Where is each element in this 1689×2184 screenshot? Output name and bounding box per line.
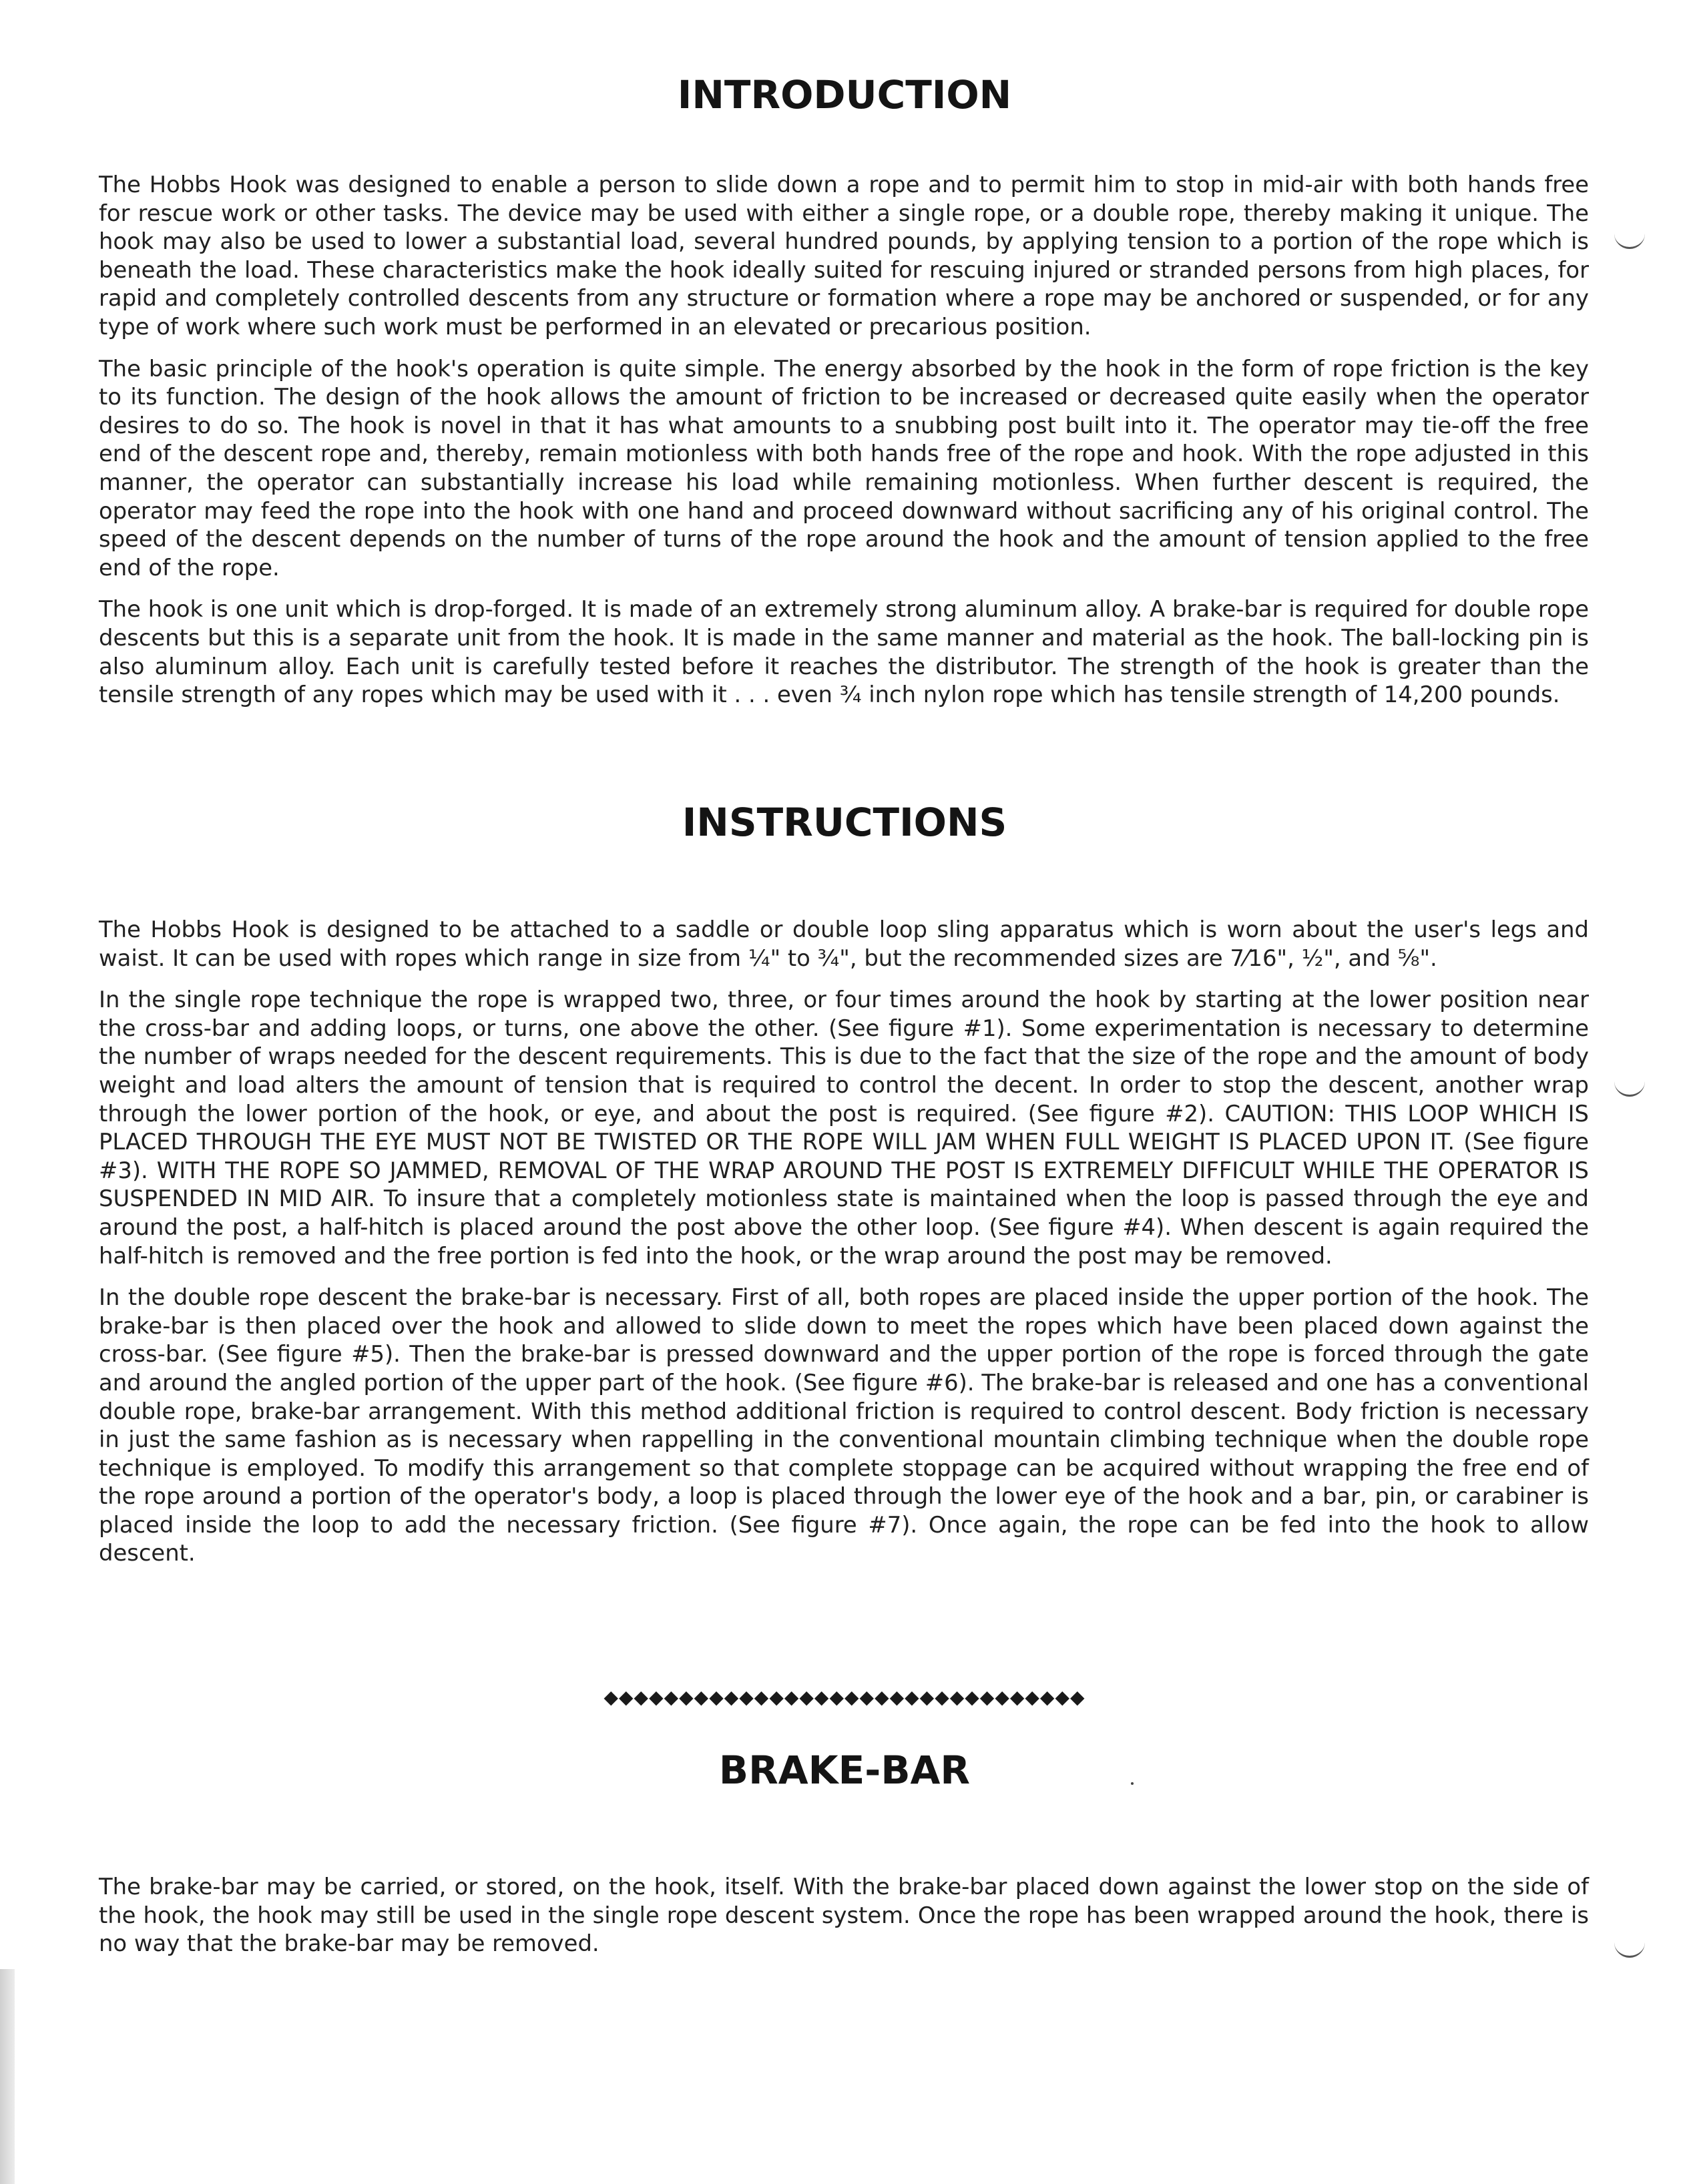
binder-hole-mark xyxy=(1614,1080,1645,1097)
introduction-paragraph-3: The hook is one unit which is drop-forged. It is made of an extremely strong aluminum alloy. A brake-bar is required for double rope descents but this is a separate unit from the hook. It is made in the same manner and material as the hook. The ball-locking pin is also aluminum alloy. Each unit is carefully tested before it reaches the distributor. The strength of the hook is greater than the tensile strength of any ropes which may be used with it . . . even ¾ inch nylon rope which has tensile strength of 14,200 pounds. xyxy=(99,596,1589,708)
binder-hole-mark xyxy=(1614,1941,1645,1958)
instructions-paragraph-2: In the single rope technique the rope is wrapped two, three, or four times around the hook by starting at the lower position near the cross-bar and adding loops, or turns, one above the other. (See figure #1). Some experimentation is necessary to determine the number of wraps needed for the descent requirements. This is due to the fact that the size of the rope and the amount of body weight and load alters the amount of tension that is required to control the decent. In order to stop the descent, another wrap through the lower portion of the hook, or eye, and about the post is required. (See figure #2). CAUTION: THIS LOOP WHICH IS PLACED THROUGH THE EYE MUST NOT BE TWISTED OR THE ROPE WILL JAM WHEN FULL WEIGHT IS PLACED UPON IT. (See figure #3). WITH THE ROPE SO JAMMED, REMOVAL OF THE WRAP AROUND THE POST IS EXTREMELY DIFFICULT WHILE THE OPERATOR IS SUSPENDED IN MID AIR. To insure that a completely motionless state is maintained when the loop is passed through the eye and around the post, a half-hitch is placed around the post above the other loop. (See figure #4). When descent is again required the half-hitch is removed and the free portion is fed into the hook, or the wrap around the post may be removed. xyxy=(99,987,1589,1269)
instructions-paragraph-1: The Hobbs Hook is designed to be attached to a saddle or double loop sling apparatus which is worn about the user's legs and waist. It can be used with ropes which range in size from ¼" to ¾", but the recommended sizes are 7⁄16", ½", and ⅝". xyxy=(99,916,1589,971)
introduction-heading: INTRODUCTION xyxy=(677,72,1012,117)
binder-hole-mark xyxy=(1614,232,1645,249)
scan-edge-shadow xyxy=(0,1969,15,2184)
scan-speck xyxy=(1131,1782,1134,1785)
brake-bar-body xyxy=(99,1873,1589,1972)
diamond-divider: ◆◆◆◆◆◆◆◆◆◆◆◆◆◆◆◆◆◆◆◆◆◆◆◆◆◆◆◆◆◆◆◆ xyxy=(604,1686,1085,1708)
introduction-paragraph-2: The basic principle of the hook's operation is quite simple. The energy absorbed by the hook in the form of rope friction is the key to its function. The design of the hook allows the amount of friction to be increased or decreased quite easily when the operator desires to do so. The hook is novel in that it has what amounts to a snubbing post built into it. The operator may tie-off the free end of the descent rope and, thereby, remain motionless with both hands free of the rope and hook. With the rope adjusted in this manner, the operator can substantially increase his load while remaining motionless. When further descent is required, the operator may feed the rope into the hook with one hand and proceed downward without sacrificing any of his original control. The speed of the descent depends on the number of turns of the rope around the hook and the amount of tension applied to the free end of the rope. xyxy=(99,355,1589,581)
brake-bar-paragraph-1: The brake-bar may be carried, or stored, on the hook, itself. With the brake-bar placed down against the lower stop on the side of the hook, the hook may still be used in the single rope descent system. Once the rope has been wrapped around the hook, there is no way that the brake-bar may be removed. xyxy=(99,1874,1589,1957)
instructions-paragraph-3: In the double rope descent the brake-bar is necessary. First of all, both ropes are placed inside the upper portion of the hook. The brake-bar is then placed over the hook and allowed to slide down to meet the ropes which have been placed down against the cross-bar. (See figure #5). Then the brake-bar is pressed downward and the upper portion of the rope is forced through the gate and around the angled portion of the upper part of the hook. (See figure #6). The brake-bar is released and one has a conventional double rope, brake-bar arrangement. With this method additional friction is required to control descent. Body friction is necessary in just the same fashion as is necessary when rappelling in the conventional mountain climbing technique when the double rope technique is employed. To modify this arrangement so that complete stoppage can be acquired without wrapping the free end of the rope around a portion of the operator's body, a loop is placed through the lower eye of the hook and a bar, pin, or carabiner is placed inside the loop to add the necessary friction. (See figure #7). Once again, the rope can be fed into the hook to allow descent. xyxy=(99,1284,1589,1567)
introduction-body xyxy=(99,171,1589,723)
instructions-heading: INSTRUCTIONS xyxy=(682,800,1007,845)
brake-bar-heading: BRAKE-BAR xyxy=(718,1747,971,1793)
instructions-body xyxy=(99,916,1589,1581)
introduction-paragraph-1: The Hobbs Hook was designed to enable a person to slide down a rope and to permit him to stop in mid-air with both hands free for rescue work or other tasks. The device may be used with either a single rope, or a double rope, thereby making it unique. The hook may also be used to lower a substantial load, several hundred pounds, by applying tension to a portion of the rope which is beneath the load. These characteristics make the hook ideally suited for rescuing injured or stranded persons from high places, for rapid and completely controlled descents from any structure or formation where a rope may be anchored or suspended, or for any type of work where such work must be performed in an elevated or precarious position. xyxy=(99,172,1589,340)
